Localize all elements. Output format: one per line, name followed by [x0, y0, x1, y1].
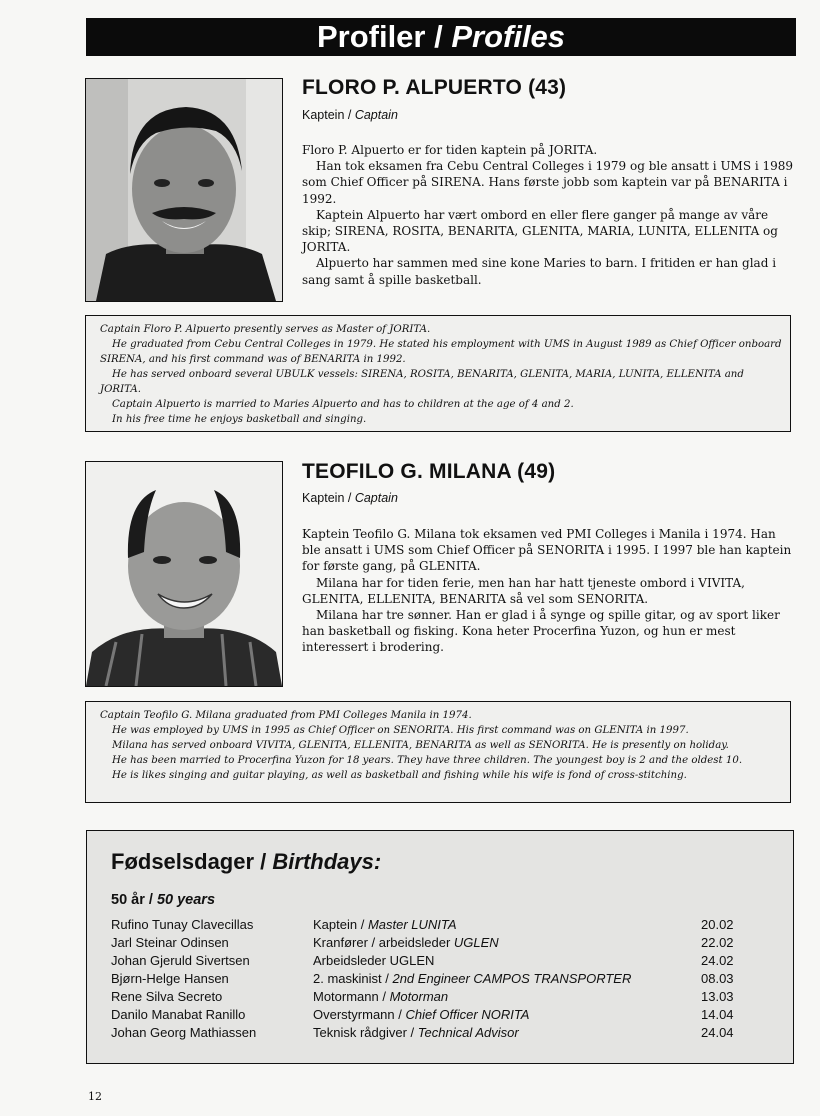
position-english: Master LUNITA — [367, 917, 457, 932]
birthday-date: 20.02 — [701, 917, 734, 932]
birthday-date: 22.02 — [701, 935, 734, 950]
portrait-photo-milana — [85, 461, 283, 687]
birthdays-subtitle-norwegian: 50 år / — [111, 892, 157, 908]
position-norwegian: Kranfører / arbeidsleder — [313, 935, 454, 950]
profile-bio-milana — [302, 526, 794, 656]
position-english: 2nd Engineer CAMPOS TRANSPORTER — [392, 971, 632, 986]
summary-line: He has served onboard several UBULK vessels: SIRENA, ROSITA, BENARITA, GLENITA, MARIA, LUNITA, ELLENITA and JORITA. — [100, 369, 744, 395]
birthday-row — [111, 917, 771, 935]
page-title-banner — [86, 18, 796, 56]
profile-name-alpuerto: FLORO P. ALPUERTO (43) — [302, 76, 567, 99]
birthday-name: Johan Georg Mathiassen — [111, 1025, 257, 1040]
birthdays-box — [86, 830, 794, 1064]
birthday-position — [313, 971, 631, 986]
role-english: Captain — [354, 491, 398, 505]
english-summary-milana — [85, 701, 791, 803]
role-norwegian: Kaptein / — [302, 491, 355, 505]
portrait-photo-alpuerto — [85, 78, 283, 302]
bio-paragraph: Han tok eksamen fra Cebu Central Colleges i 1979 og ble ansatt i UMS i 1989 som Chief Officer på SIRENA. Hans første jobb som kaptein var på BENARITA i 1992. — [302, 159, 794, 206]
birthdays-title-norwegian: Fødselsdager / — [111, 849, 273, 874]
profile-role-milana — [302, 491, 398, 505]
summary-line: Captain Alpuerto is married to Maries Alpuerto and has to children at the age of 4 and 2. — [112, 399, 574, 410]
birthday-date: 08.03 — [701, 971, 734, 986]
birthdays-title-english: Birthdays: — [272, 849, 382, 874]
position-norwegian: Motormann / — [313, 989, 390, 1004]
summary-line: Milana has served onboard VIVITA, GLENITA, ELLENITA, BENARITA as well as SENORITA. He is presently on holiday. — [112, 740, 729, 751]
summary-line: Captain Floro P. Alpuerto presently serves as Master of JORITA. — [100, 324, 431, 335]
birthday-name: Jarl Steinar Odinsen — [111, 935, 229, 950]
birthday-name: Rene Silva Secreto — [111, 989, 223, 1004]
summary-line: He was employed by UMS in 1995 as Chief Officer on SENORITA. His first command was on GLENITA in 1997. — [112, 725, 689, 736]
position-norwegian: Teknisk rådgiver / — [313, 1025, 418, 1040]
profile-role-alpuerto — [302, 108, 398, 122]
bio-paragraph: Alpuerto har sammen med sine kone Maries to barn. I fritiden er han glad i sang samt å spille basketball. — [302, 256, 777, 287]
position-english: Motorman — [389, 989, 449, 1004]
birthday-position — [313, 1025, 519, 1040]
bio-paragraph: Floro P. Alpuerto er for tiden kaptein på JORITA. — [302, 143, 598, 157]
birthday-name: Bjørn-Helge Hansen — [111, 971, 229, 986]
birthday-name: Rufino Tunay Clavecillas — [111, 917, 254, 932]
bio-paragraph: Kaptein Alpuerto har vært ombord en eller flere ganger på mange av våre skip; SIRENA, ROSITA, BENARITA, GLENITA, MARIA, LUNITA, ELLENITA og JORITA. — [302, 207, 778, 255]
title-english: Profiles — [451, 19, 566, 54]
page-number: 12 — [88, 1090, 102, 1103]
birthday-date: 24.02 — [701, 953, 734, 968]
birthday-row — [111, 935, 771, 953]
bio-paragraph: Milana har tre sønner. Han er glad i å synge og spille gitar, og av sport liker han basketball og fisking. Kona heter Procerfina Yuzon, og hun er mest interessert i brodering. — [302, 608, 780, 655]
birthday-position — [313, 917, 457, 932]
birthday-name: Danilo Manabat Ranillo — [111, 1007, 246, 1022]
position-english: UGLEN — [453, 935, 499, 950]
profile-name-milana: TEOFILO G. MILANA (49) — [302, 460, 556, 483]
position-norwegian: Kaptein / — [313, 917, 368, 932]
birthday-position — [313, 1007, 529, 1022]
bio-paragraph: Kaptein Teofilo G. Milana tok eksamen ved PMI Colleges i Manila i 1974. Han ble ansatt i UMS som Chief Officer på SENORITA i 1995. I 1997 ble han kaptein for første gang, på GLENITA. — [302, 527, 792, 574]
birthday-name: Johan Gjeruld Sivertsen — [111, 953, 250, 968]
position-english: Chief Officer NORITA — [405, 1007, 530, 1022]
birthday-row — [111, 989, 771, 1007]
role-norwegian: Kaptein / — [302, 108, 355, 122]
birthday-position — [313, 953, 434, 968]
english-summary-alpuerto — [85, 315, 791, 432]
portrait-illustration-milana — [86, 462, 282, 686]
birthdays-subtitle — [111, 892, 215, 908]
position-norwegian: 2. maskinist / — [313, 971, 393, 986]
birthday-position — [313, 935, 499, 950]
summary-line: He has been married to Procerfina Yuzon for 18 years. They have three children. The youngest boy is 2 and the oldest 10. — [112, 755, 743, 766]
position-english: Technical Advisor — [417, 1025, 519, 1040]
birthdays-subtitle-english: 50 years — [156, 892, 216, 908]
birthday-date: 14.04 — [701, 1007, 734, 1022]
bio-paragraph: Milana har for tiden ferie, men han har hatt tjeneste ombord i VIVITA, GLENITA, ELLENITA, BENARITA så vel som SENORITA. — [302, 575, 745, 606]
title-norwegian: Profiler / — [316, 19, 452, 54]
birthday-row — [111, 971, 771, 989]
summary-line: He is likes singing and guitar playing, as well as basketball and fishing while his wife is fond of cross-stitching. — [112, 770, 687, 781]
birthdays-title — [111, 849, 381, 875]
portrait-illustration-alpuerto — [86, 79, 282, 301]
profile-bio-alpuerto — [302, 142, 794, 288]
summary-line: Captain Teofilo G. Milana graduated from PMI Colleges Manila in 1974. — [100, 710, 472, 721]
position-norwegian: Arbeidsleder UGLEN — [313, 953, 435, 968]
birthday-date: 13.03 — [701, 989, 734, 1004]
position-norwegian: Overstyrmann / — [313, 1007, 406, 1022]
summary-line: He graduated from Cebu Central Colleges in 1979. He stated his employment with UMS in August 1989 as Chief Officer onboard SIRENA, and his first command was of BENARITA in 1992. — [100, 339, 782, 365]
birthday-row — [111, 953, 771, 971]
role-english: Captain — [354, 108, 398, 122]
birthday-row — [111, 1025, 771, 1043]
birthday-row — [111, 1007, 771, 1025]
birthday-date: 24.04 — [701, 1025, 734, 1040]
birthday-position — [313, 989, 448, 1004]
summary-line: In his free time he enjoys basketball and singing. — [112, 414, 367, 425]
